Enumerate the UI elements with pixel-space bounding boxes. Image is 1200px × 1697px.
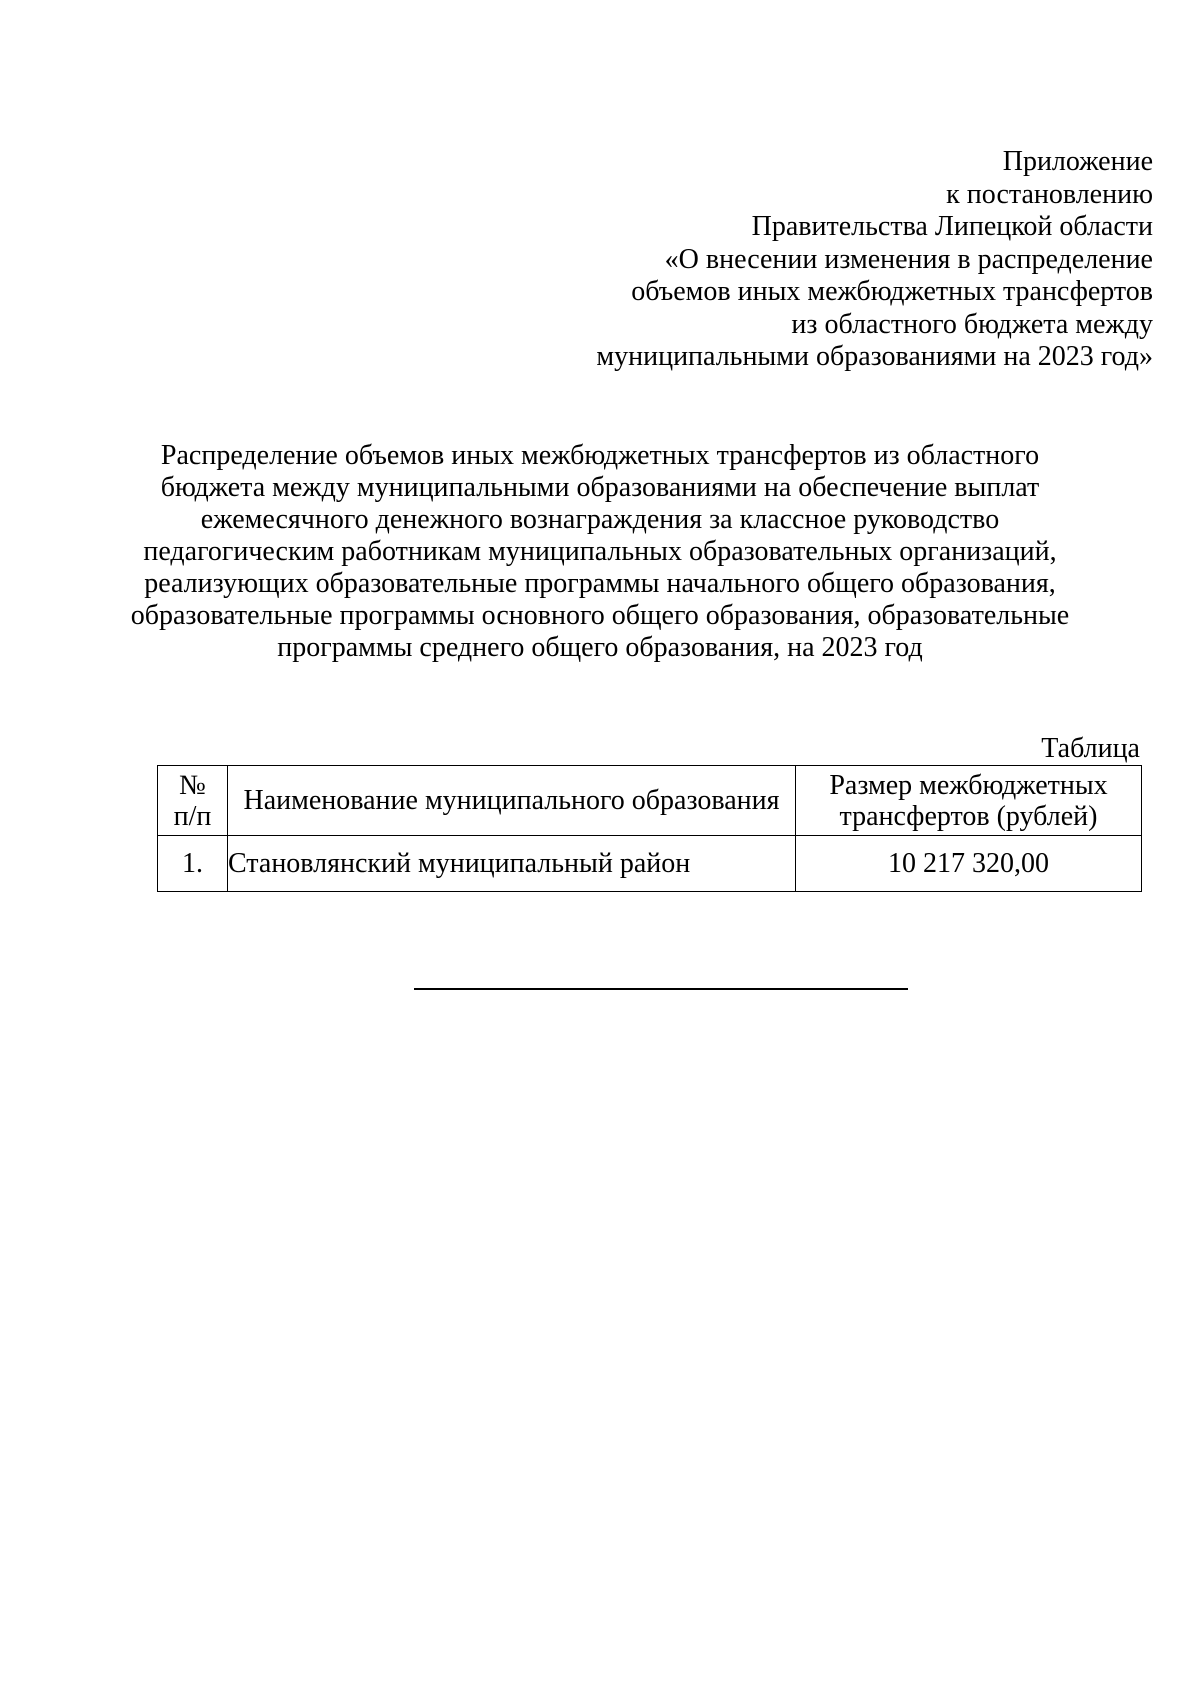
- row-amount-cell: 10 217 320,00: [796, 836, 1142, 892]
- appendix-line: из областного бюджета между: [791, 308, 1153, 340]
- row-number-cell: 1.: [158, 836, 228, 892]
- header-amount-line: трансфертов (рублей): [839, 800, 1098, 832]
- title-line: программы среднего общего образования, на 2023 год: [277, 632, 923, 663]
- closing-line-divider: [414, 988, 908, 990]
- appendix-line: Приложение: [1002, 146, 1153, 177]
- header-name-cell: Наименование муниципального образования: [228, 766, 796, 836]
- title-line: реализующих образовательные программы начального общего образования,: [144, 568, 1056, 599]
- title-line: ежемесячного денежного вознаграждения за классное руководство: [200, 504, 1000, 535]
- appendix-line: к постановлению: [946, 178, 1153, 210]
- appendix-line: объемов иных межбюджетных трансфертов: [631, 276, 1153, 307]
- row-name-cell: Становлянский муниципальный район: [228, 836, 796, 892]
- document-title: [60, 440, 1140, 664]
- title-line: образовательные программы основного общего образования, образовательные: [130, 600, 1070, 631]
- header-amount-line: Размер межбюджетных: [829, 769, 1108, 801]
- table-row: [158, 836, 1142, 892]
- appendix-line: муниципальными образованиями на 2023 год»: [596, 341, 1153, 372]
- title-line: Распределение объемов иных межбюджетных трансфертов из областного: [160, 440, 1040, 471]
- table-header-row: [158, 766, 1142, 836]
- title-line: педагогическим работникам муниципальных образовательных организаций,: [143, 536, 1057, 567]
- appendix-line: «О внесении изменения в распределение: [664, 243, 1153, 275]
- title-line: бюджета между муниципальными образованиями на обеспечение выплат: [160, 472, 1040, 503]
- header-amount-cell: [796, 766, 1142, 836]
- header-number-label: п/п: [173, 800, 212, 832]
- transfers-table: [157, 765, 1142, 892]
- appendix-header: [453, 146, 1153, 374]
- appendix-line: Правительства Липецкой области: [751, 211, 1153, 242]
- table-caption: Таблица: [1041, 733, 1140, 764]
- header-number-symbol: №: [179, 769, 206, 801]
- header-number-cell: [158, 766, 228, 836]
